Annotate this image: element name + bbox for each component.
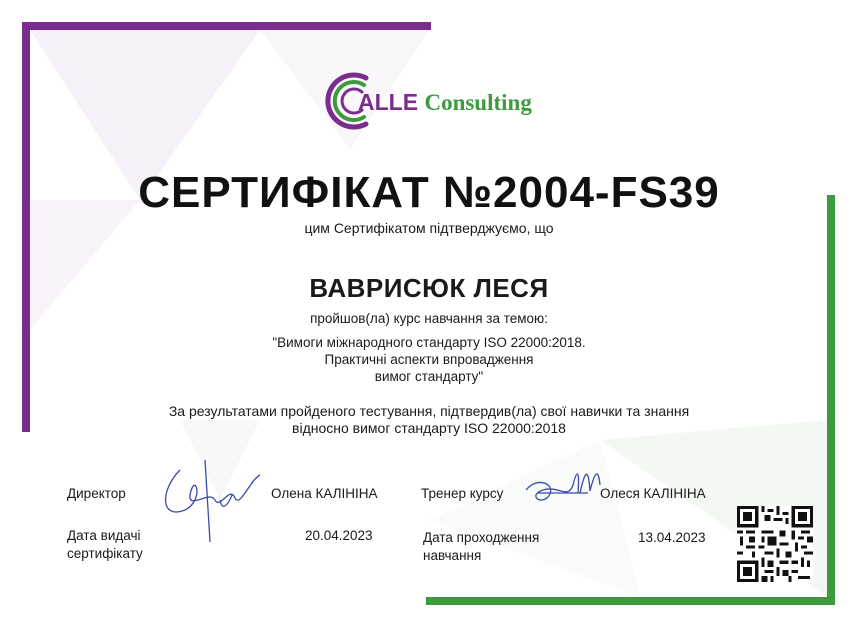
logo-brand: ALLE [358,89,419,115]
training-date-label [423,529,539,565]
frame-bottom-bar [426,597,835,605]
frame-right-bar [827,195,835,605]
recipient-name: ВАВРИСЮК ЛЕСЯ [309,273,549,303]
director-name: Олена КАЛІНІНА [271,486,378,501]
frame-top-bar [22,22,431,30]
course-topic [0,334,858,385]
trainer-name: Олеся КАЛІНІНА [600,486,706,501]
completed-text: пройшов(ла) курс навчання за темою: [310,311,548,326]
result-line: За результатами пройденого тестування, підтвердив(ла) свої навички та знання [168,403,690,419]
result-line: відносно вимог стандарту ISO 22000:2018 [292,420,566,436]
issue-date: 20.04.2023 [305,528,373,543]
logo-wordmark [358,89,532,116]
trainer-signature [518,455,608,510]
training-date-label-line: навчання [423,548,482,563]
result-statement [0,403,858,437]
issue-date-label [67,527,143,563]
director-label: Директор [67,486,126,501]
qr-code-icon[interactable] [737,506,813,582]
training-date: 13.04.2023 [638,530,706,545]
issue-date-label-line: Дата видачі [67,528,141,543]
topic-line: Практичні аспекти впровадження [324,352,534,367]
certificate-title: СЕРТИФІКАТ №2004-FS39 [138,168,720,217]
issue-date-label-line: сертифікату [67,546,143,561]
trainer-label: Тренер курсу [421,486,504,501]
training-date-label-line: Дата проходження [423,530,540,545]
topic-line: вимог стандарту" [374,369,484,384]
director-signature [150,450,270,545]
logo-suffix: Consulting [424,90,532,115]
certificate-subtitle: цим Сертифікатом підтверджуємо, що [304,220,554,236]
topic-line: "Вимоги міжнародного стандарту ISO 22000:2018. [272,335,586,350]
